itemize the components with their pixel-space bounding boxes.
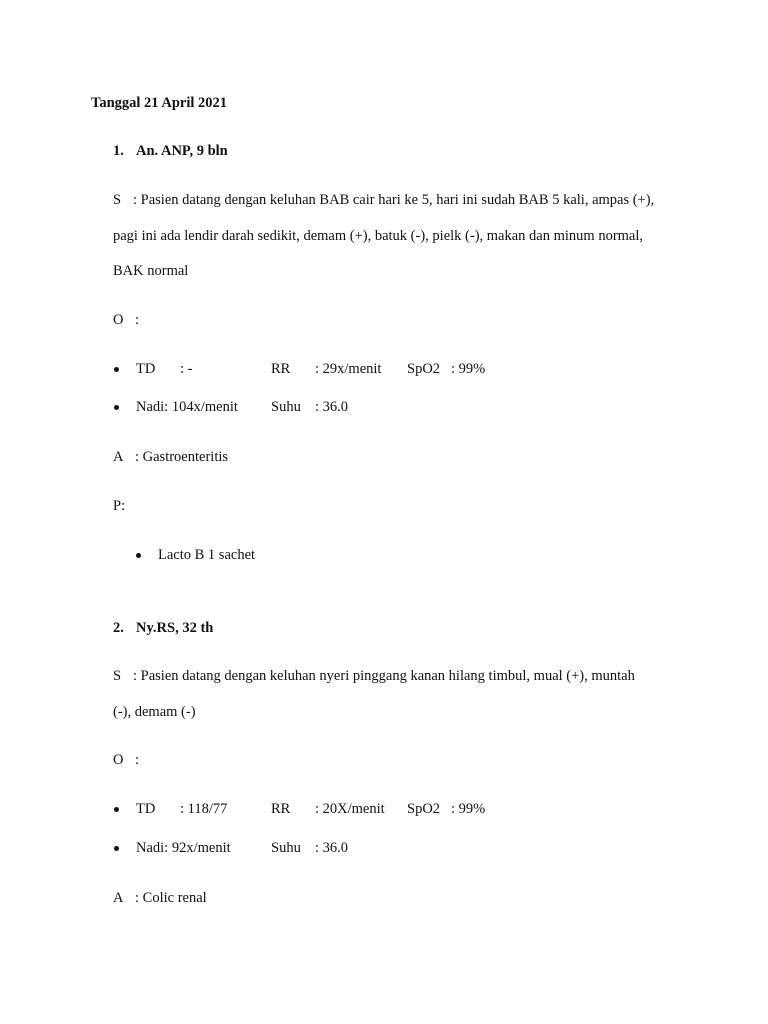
case-2-s-line-1: : Pasien datang dengan keluhan nyeri pinggang kanan hilang timbul, mual (+), muntah [133, 668, 635, 684]
case-2-o-label: O [113, 752, 124, 768]
case-2-o-colon: : [135, 752, 140, 768]
case-2-rr-label: RR [271, 801, 291, 817]
case-1-nadi: Nadi: 104x/menit [136, 399, 238, 415]
case-2-s-label: S [113, 668, 122, 684]
case-1-rr-value: : 29x/menit [315, 361, 382, 377]
bullet-icon [114, 367, 119, 372]
case-1-o-colon: : [135, 312, 140, 328]
case-2-spo2-label: SpO2 [407, 801, 441, 817]
case-2-td-label: TD [136, 801, 156, 817]
bullet-icon [136, 553, 141, 558]
case-2-a-label: A [113, 890, 124, 906]
case-1-s-line-1: : Pasien datang dengan keluhan BAB cair hari ke 5, hari ini sudah BAB 5 kali, ampas (+), [133, 192, 655, 208]
case-1-spo2-value: : 99% [451, 361, 486, 377]
case-1-s-line-3: BAK normal [113, 263, 189, 279]
case-1-number: 1. [113, 143, 124, 159]
case-1-plan-item: Lacto B 1 sachet [158, 547, 256, 563]
case-2-suhu-value: : 36.0 [315, 840, 349, 856]
case-1-s-label: S [113, 192, 122, 208]
case-2-assessment: : Colic renal [135, 890, 207, 906]
case-1-suhu-value: : 36.0 [315, 399, 349, 415]
case-2-td-value: : 118/77 [180, 801, 228, 817]
case-1-o-label: O [113, 312, 124, 328]
case-2-rr-value: : 20X/menit [315, 801, 385, 817]
case-2-nadi: Nadi: 92x/menit [136, 840, 231, 856]
case-2-number: 2. [113, 620, 124, 636]
bullet-icon [114, 405, 119, 410]
case-1-td-value: : - [180, 361, 193, 377]
case-2-spo2-value: : 99% [451, 801, 486, 817]
case-2-suhu-label: Suhu [271, 840, 301, 856]
case-1-patient: An. ANP, 9 bln [136, 143, 228, 159]
date-heading: Tanggal 21 April 2021 [91, 95, 228, 111]
case-2-patient: Ny.RS, 32 th [136, 620, 214, 636]
bullet-icon [114, 846, 119, 851]
case-1-p-label: P: [113, 498, 126, 514]
case-1-suhu-label: Suhu [271, 399, 301, 415]
case-1-s-line-2: pagi ini ada lendir darah sedikit, demam (+), batuk (-), pielk (-), makan dan minum normal, [113, 228, 644, 244]
case-1-rr-label: RR [271, 361, 291, 377]
case-1-a-label: A [113, 449, 124, 465]
case-2-s-line-2: (-), demam (-) [113, 704, 196, 720]
case-1-assessment: : Gastroenteritis [135, 449, 229, 465]
bullet-icon [114, 807, 119, 812]
case-1-td-label: TD [136, 361, 156, 377]
case-1-spo2-label: SpO2 [407, 361, 441, 377]
